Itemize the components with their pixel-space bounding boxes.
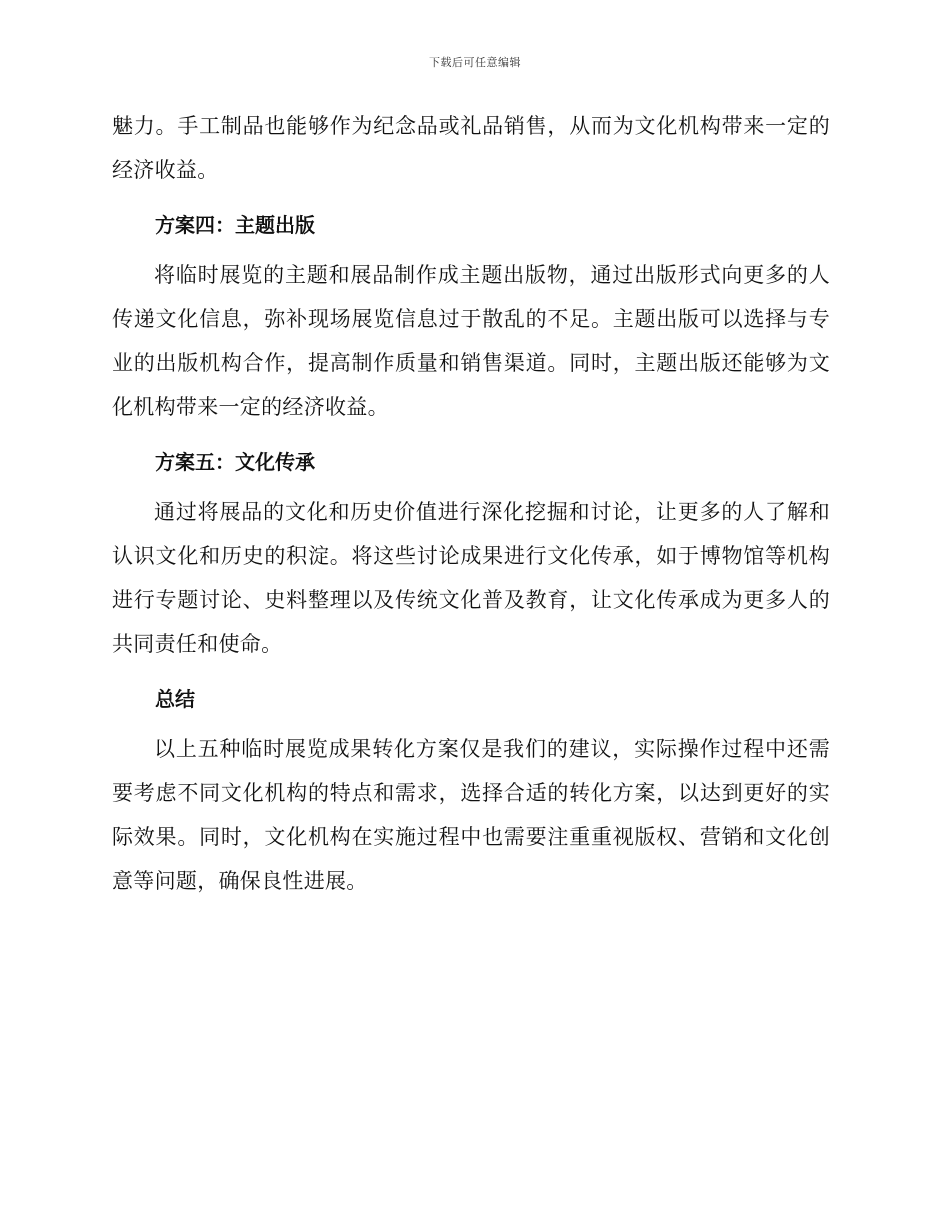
section-heading-summary: 总结 (155, 687, 195, 711)
summary-paragraph: 以上五种临时展览成果转化方案仅是我们的建议，实际操作过程中还需要考虑不同文化机构的特点和需求，选择合适的转化方案，以达到更好的实际效果。同时，文化机构在实施过程中也需要注重重视版权、营销和文化创意等问题，确保良性进展。 (112, 737, 830, 893)
header-note: 下载后可任意编辑 (429, 56, 521, 69)
plan-five-paragraph: 通过将展品的文化和历史价值进行深化挖掘和讨论，让更多的人了解和认识文化和历史的积淀。将这些讨论成果进行文化传承，如于博物馆等机构进行专题讨论、史料整理以及传统文化普及教育，让文化传承成为更多人的共同责任和使命。 (112, 500, 830, 656)
section-heading-plan-four: 方案四：主题出版 (155, 213, 315, 237)
plan-four-paragraph: 将临时展览的主题和展品制作成主题出版物，通过出版形式向更多的人传递文化信息，弥补现场展览信息过于散乱的不足。主题出版可以选择与专业的出版机构合作，提高制作质量和销售渠道。同时，主题出版还能够为文化机构带来一定的经济收益。 (112, 263, 830, 419)
intro-paragraph: 魅力。手工制品也能够作为纪念品或礼品销售，从而为文化机构带来一定的经济收益。 (112, 114, 830, 182)
document-body (112, 104, 830, 903)
section-heading-plan-five: 方案五：文化传承 (155, 450, 315, 474)
